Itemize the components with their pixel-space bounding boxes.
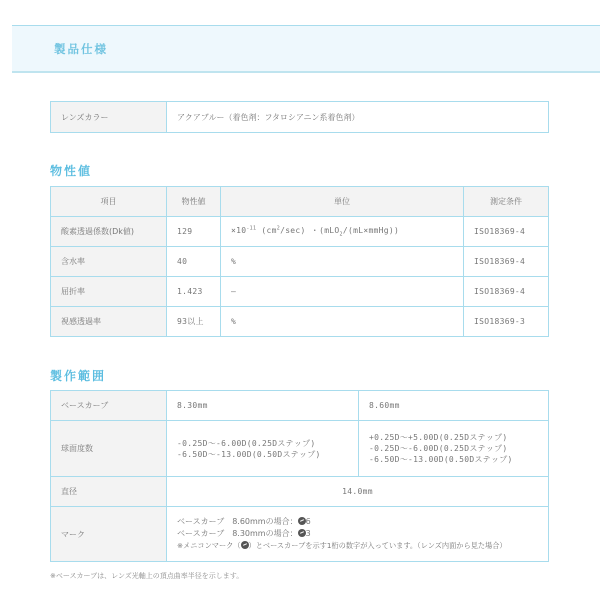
table-header-row xyxy=(51,187,549,217)
col-header-unit: 単位 xyxy=(221,187,464,217)
sphere-power-col1: -0.25D～-6.00D(0.25Dステップ) -6.50D～-13.00D(0.50Dステップ) xyxy=(167,421,359,477)
menicon-mark-icon xyxy=(298,517,306,525)
lens-color-label: レンズカラー xyxy=(51,102,167,133)
item-cell: 含水率 xyxy=(51,247,167,277)
table-row xyxy=(51,307,549,337)
condition-cell: ISO18369-4 xyxy=(464,277,549,307)
unit-cell: $\times 10^{-11}$ $(cm^2/\sec)$ ・(mLO$_2$/(mL×mmHg)) xyxy=(221,217,464,247)
page-title: 製品仕様 xyxy=(54,42,108,56)
base-curve-footnote: ※ベースカーブは、レンズ光軸上の頂点曲率半径を示します。 xyxy=(50,572,244,580)
base-curve-value-1: 8.30mm xyxy=(167,391,359,421)
table-row xyxy=(51,391,549,421)
col-header-value: 物性値 xyxy=(167,187,221,217)
mark-label: マーク xyxy=(51,507,167,562)
mark-value: ベースカーブ 8.60mmの場合： 6 ベースカーブ 8.30mmの場合： 3 ※メニコンマーク（ ）とベースカーブを示す1桁の数字が入っています。（レンズ内面から見た場合） xyxy=(167,507,549,562)
value-cell: 1.423 xyxy=(167,277,221,307)
condition-cell: ISO18369-3 xyxy=(464,307,549,337)
base-curve-value-2: 8.60mm xyxy=(359,391,549,421)
physical-properties-title: 物性値 xyxy=(50,164,93,178)
table-row xyxy=(51,421,549,477)
item-cell: 視感透過率 xyxy=(51,307,167,337)
unit-cell: % xyxy=(221,247,464,277)
menicon-mark-icon xyxy=(241,541,249,549)
table-row xyxy=(51,477,549,507)
col-header-condition: 測定条件 xyxy=(464,187,549,217)
physical-properties-table xyxy=(50,186,549,337)
col-header-item: 項目 xyxy=(51,187,167,217)
condition-cell: ISO18369-4 xyxy=(464,247,549,277)
item-cell: 酸素透過係数(Dk値) xyxy=(51,217,167,247)
base-curve-label: ベースカーブ xyxy=(51,391,167,421)
value-cell: 129 xyxy=(167,217,221,247)
value-cell: 40 xyxy=(167,247,221,277)
lens-color-value: アクアブルー（着色剤：フタロシアニン系着色剤） xyxy=(167,102,549,133)
item-cell: 屈折率 xyxy=(51,277,167,307)
condition-cell: ISO18369-4 xyxy=(464,217,549,247)
sphere-power-label: 球面度数 xyxy=(51,421,167,477)
table-row xyxy=(51,507,549,562)
product-spec-header xyxy=(12,25,600,73)
manufacturing-range-table xyxy=(50,390,549,562)
manufacturing-range-title: 製作範囲 xyxy=(50,369,107,383)
table-row xyxy=(51,102,549,133)
unit-cell: — xyxy=(221,277,464,307)
menicon-mark-icon xyxy=(298,529,306,537)
table-row xyxy=(51,277,549,307)
unit-cell: % xyxy=(221,307,464,337)
table-row xyxy=(51,247,549,277)
diameter-label: 直径 xyxy=(51,477,167,507)
table-row xyxy=(51,217,549,247)
diameter-value: 14.0mm xyxy=(167,477,549,507)
sphere-power-col2: +0.25D～+5.00D(0.25Dステップ) -0.25D～-6.00D(0.25Dステップ) -6.50D～-13.00D(0.50Dステップ) xyxy=(359,421,549,477)
value-cell: 93以上 xyxy=(167,307,221,337)
lens-color-table xyxy=(50,101,549,133)
